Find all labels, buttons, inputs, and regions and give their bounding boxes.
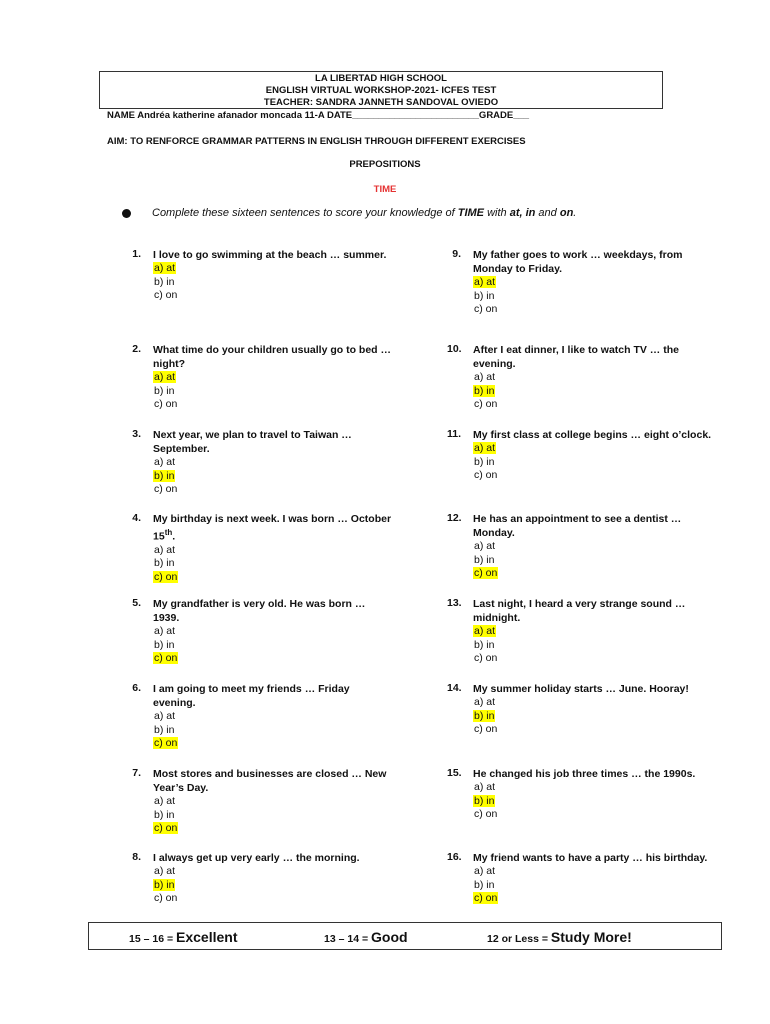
question-item (132, 597, 393, 666)
instruction (152, 207, 576, 219)
question-number: 1. (132, 248, 141, 260)
score-range: 15 – 16 = (129, 933, 176, 945)
option-label: b) in (154, 723, 175, 736)
instruction-mid1: with (484, 207, 510, 219)
answer-option-selected (153, 371, 393, 385)
option-label: a) at (154, 456, 176, 468)
question-number: 2. (132, 343, 141, 355)
question-text (153, 597, 393, 625)
option-label: a) at (474, 865, 496, 877)
option-label: c) on (154, 483, 178, 495)
topic-title: PREPOSITIONS (349, 159, 421, 170)
answer-option (473, 723, 713, 737)
question-text-main: After I eat dinner, I like to watch TV … the evening. (473, 344, 679, 370)
option-label: c) on (154, 892, 178, 904)
option-label: a) at (154, 371, 176, 383)
answer-option (473, 808, 713, 822)
option-label: a) at (474, 696, 496, 708)
question-text-main: Last night, I heard a very strange sound … midnight. (473, 598, 686, 624)
question-item (132, 428, 393, 497)
answer-option (153, 483, 393, 497)
question-text-end: . (172, 530, 176, 543)
instruction-keyword-time: TIME (457, 207, 485, 219)
option-label: b) in (474, 878, 495, 891)
answer-option-selected (473, 276, 713, 290)
question-text-main: He changed his job three times … the 1990s. (473, 768, 696, 780)
option-label: b) in (154, 275, 175, 288)
name-line: NAME Andréa katherine afanador moncada 11-A DATE________________________GRADE___ (107, 110, 530, 121)
question-text-main: I am going to meet my friends … Friday evening. (153, 683, 350, 709)
option-label: b) in (154, 808, 175, 821)
answer-option (153, 557, 393, 571)
question-text-main: Most stores and businesses are closed … New Year’s Day. (153, 768, 387, 794)
score-range: 13 – 14 = (324, 933, 371, 945)
option-label: c) on (474, 652, 498, 664)
question-text (153, 343, 393, 371)
answer-option-selected (153, 652, 393, 666)
option-label: a) at (154, 865, 176, 877)
question-item (447, 682, 713, 737)
answer-option (153, 276, 393, 290)
answer-option (153, 398, 393, 412)
question-text-main: My birthday is next week. I was born … October 15 (153, 513, 392, 543)
instruction-keyword-on: on (559, 207, 574, 219)
question-text-main: My father goes to work … weekdays, from Monday to Friday. (473, 249, 683, 275)
option-label: a) at (474, 781, 496, 793)
question-item (452, 248, 713, 317)
question-text (153, 512, 393, 544)
option-label: c) on (474, 469, 498, 481)
question-text-main: My summer holiday starts … June. Hooray! (473, 683, 689, 695)
answer-option (153, 795, 393, 809)
answer-option-selected (473, 710, 713, 724)
option-label: c) on (474, 892, 498, 904)
option-label: c) on (154, 289, 178, 301)
option-label: b) in (154, 469, 175, 482)
question-number: 8. (132, 851, 141, 863)
aim-text: AIM: TO RENFORCE GRAMMAR PATTERNS IN ENGLISH THROUGH DIFFERENT EXERCISES (107, 136, 526, 147)
option-label: b) in (474, 384, 495, 397)
question-number: 13. (447, 597, 462, 609)
answer-option (473, 290, 713, 304)
option-label: c) on (474, 303, 498, 315)
question-number: 16. (447, 851, 462, 863)
answer-option (473, 303, 713, 317)
answer-option-selected (473, 385, 713, 399)
instruction-end: . (573, 207, 577, 219)
answer-option (473, 781, 713, 795)
header-box (99, 71, 663, 109)
option-label: c) on (154, 570, 178, 583)
answer-option (153, 710, 393, 724)
answer-option (473, 469, 713, 483)
question-text (153, 248, 393, 262)
option-label: b) in (474, 289, 495, 302)
option-label: a) at (474, 540, 496, 552)
question-text-main: Next year, we plan to travel to Taiwan … September. (153, 429, 352, 455)
question-superscript: th (164, 528, 173, 537)
question-text (473, 512, 713, 540)
option-label: c) on (474, 398, 498, 410)
instruction-mid2: and (535, 207, 560, 219)
answer-option-selected (153, 470, 393, 484)
answer-option (153, 456, 393, 470)
option-label: a) at (474, 625, 496, 637)
question-number: 10. (447, 343, 462, 355)
question-number: 9. (452, 248, 461, 260)
option-label: c) on (474, 723, 498, 735)
question-text-main: I always get up very early … the morning. (153, 852, 360, 864)
question-number: 14. (447, 682, 462, 694)
answer-option-selected (153, 262, 393, 276)
question-number: 12. (447, 512, 462, 524)
answer-option (153, 892, 393, 906)
answer-option (473, 456, 713, 470)
option-label: c) on (474, 567, 498, 579)
option-label: b) in (154, 557, 175, 569)
answer-option-selected (473, 625, 713, 639)
question-text-main: He has an appointment to see a dentist … Monday. (473, 513, 682, 539)
option-label: a) at (154, 795, 176, 807)
option-label: a) at (154, 543, 176, 556)
option-label: b) in (154, 878, 175, 891)
answer-option (153, 809, 393, 823)
question-number: 5. (132, 597, 141, 609)
score-good (324, 929, 408, 945)
option-label: c) on (154, 822, 178, 834)
question-item (132, 248, 393, 303)
answer-option (473, 554, 713, 568)
question-item (132, 512, 393, 584)
option-label: a) at (474, 442, 496, 454)
question-text-main: I love to go swimming at the beach … summer. (153, 249, 387, 261)
score-label: Excellent (176, 929, 238, 945)
option-label: c) on (154, 652, 178, 664)
answer-option (473, 652, 713, 666)
instruction-keyword-at-in: at, in (509, 207, 536, 219)
answer-option (473, 398, 713, 412)
answer-option-selected (153, 737, 393, 751)
question-text-main: What time do your children usually go to bed … night? (153, 344, 392, 370)
question-number: 15. (447, 767, 462, 779)
answer-option (473, 865, 713, 879)
question-text (153, 851, 393, 865)
option-label: a) at (154, 262, 176, 274)
answer-option (473, 371, 713, 385)
answer-option-selected (153, 571, 393, 585)
question-item (132, 343, 393, 412)
instruction-pre: Complete these sixteen sentences to score your knowledge of (152, 207, 458, 219)
question-text-main: My grandfather is very old. He was born … 1939. (153, 598, 366, 624)
question-item (132, 767, 393, 836)
question-text (473, 682, 713, 696)
answer-option (153, 289, 393, 303)
option-label: b) in (154, 638, 175, 651)
question-item (447, 851, 713, 906)
answer-option-selected (153, 879, 393, 893)
answer-option (473, 696, 713, 710)
option-label: c) on (154, 737, 178, 749)
question-text (473, 343, 713, 371)
question-item (447, 428, 713, 483)
question-text (473, 597, 713, 625)
score-range: 12 or Less = (487, 933, 551, 945)
option-label: c) on (154, 398, 178, 410)
answer-option (153, 385, 393, 399)
answer-option-selected (153, 822, 393, 836)
workshop-title: ENGLISH VIRTUAL WORKSHOP-2021- ICFES TEST (265, 85, 497, 96)
answer-option (473, 879, 713, 893)
option-label: b) in (474, 553, 495, 566)
answer-option-selected (473, 567, 713, 581)
question-item (447, 597, 713, 666)
question-text (473, 428, 713, 442)
question-text (473, 851, 713, 865)
question-item (132, 851, 393, 906)
question-number: 4. (132, 512, 141, 524)
question-number: 3. (132, 428, 141, 440)
score-box (88, 922, 722, 950)
score-label: Study More! (550, 929, 632, 945)
question-item (132, 682, 393, 751)
question-text (153, 767, 393, 795)
school-name: LA LIBERTAD HIGH SCHOOL (315, 73, 447, 84)
answer-option-selected (473, 442, 713, 456)
answer-option (153, 625, 393, 639)
option-label: b) in (474, 709, 495, 722)
question-number: 7. (132, 767, 141, 779)
answer-option (153, 865, 393, 879)
question-text-main: My friend wants to have a party … his birthday. (473, 852, 708, 864)
question-item (447, 767, 713, 822)
answer-option (153, 724, 393, 738)
option-label: a) at (474, 276, 496, 288)
question-text (153, 682, 393, 710)
question-item (447, 343, 713, 412)
score-label: Good (371, 929, 408, 945)
answer-option (473, 639, 713, 653)
option-label: c) on (474, 808, 498, 820)
answer-option-selected (473, 892, 713, 906)
answer-option (473, 540, 713, 554)
question-text (153, 428, 393, 456)
answer-option-selected (473, 795, 713, 809)
score-study-more (487, 929, 632, 945)
question-number: 11. (447, 428, 462, 440)
question-text-main: My first class at college begins … eight o’clock. (473, 429, 712, 441)
question-text (473, 248, 713, 276)
question-number: 6. (132, 682, 141, 694)
option-label: b) in (474, 455, 495, 468)
bullet-icon (122, 209, 131, 218)
option-label: a) at (474, 371, 496, 383)
option-label: b) in (154, 384, 175, 397)
question-text (473, 767, 713, 781)
subtopic-title: TIME (373, 184, 397, 195)
option-label: a) at (154, 710, 176, 722)
question-item (447, 512, 713, 581)
score-excellent (129, 929, 237, 945)
teacher-name: TEACHER: SANDRA JANNETH SANDOVAL OVIEDO (263, 97, 499, 108)
option-label: b) in (474, 638, 495, 651)
option-label: a) at (154, 625, 176, 637)
answer-option (153, 544, 393, 558)
option-label: b) in (474, 794, 495, 807)
answer-option (153, 639, 393, 653)
